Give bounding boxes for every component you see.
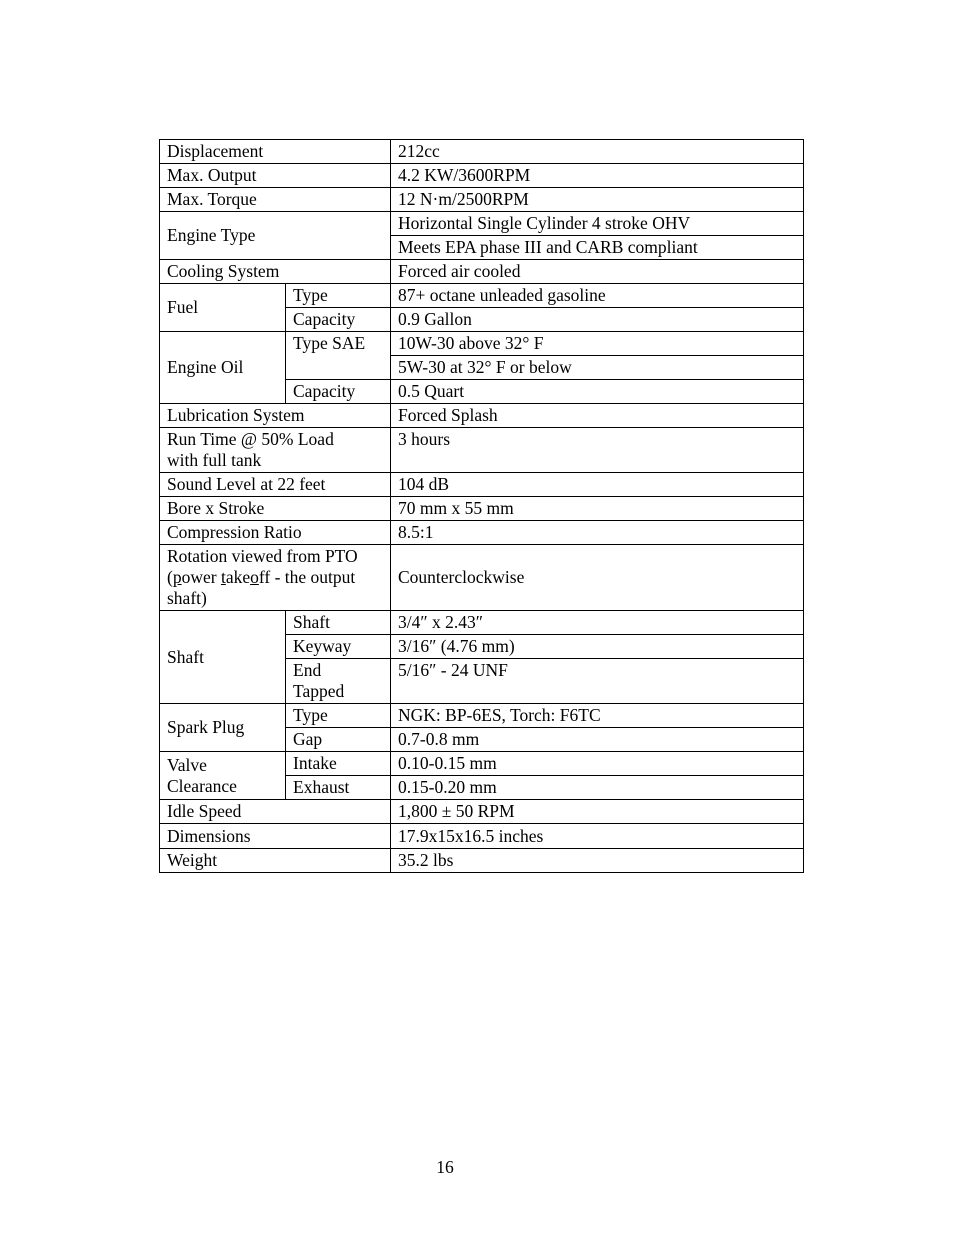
spec-label-idle-speed: Idle Speed: [160, 800, 391, 824]
spec-label-rotation-line-1: Rotation viewed from PTO: [167, 546, 358, 566]
spec-value-sound-level: 104 dB: [391, 473, 804, 497]
spec-sublabel-end-tapped-line-1: End: [293, 660, 322, 680]
spec-label-rotation-ake: ake: [225, 567, 251, 587]
spec-sublabel-oil-capacity: Capacity: [286, 380, 391, 404]
spec-value-max-torque: 12 N·m/2500RPM: [391, 188, 804, 212]
spec-value-exhaust: 0.15-0.20 mm: [391, 776, 804, 800]
spec-value-shaft: 3/4″ x 2.43″: [391, 611, 804, 635]
spec-sublabel-spark-type: Type: [286, 704, 391, 728]
table-row: [160, 752, 804, 776]
spec-value-engine-type-2: Meets EPA phase III and CARB compliant: [391, 236, 804, 260]
table-row: [160, 212, 804, 236]
table-row: [160, 404, 804, 428]
table-row: [160, 428, 804, 473]
spec-label-rotation-line-3: shaft): [167, 588, 207, 608]
engine-spec-table: [159, 139, 804, 873]
spec-sublabel-spark-gap: Gap: [286, 728, 391, 752]
spec-label-rotation-t: t: [220, 567, 226, 587]
spec-label-cooling-system: Cooling System: [160, 260, 391, 284]
spec-sublabel-fuel-capacity: Capacity: [286, 308, 391, 332]
spec-value-oil-type-2: 5W-30 at 32° F or below: [391, 356, 804, 380]
spec-sublabel-shaft: Shaft: [286, 611, 391, 635]
spec-label-run-time: [160, 428, 391, 473]
spec-sublabel-end-tapped-line-2: Tapped: [293, 681, 345, 701]
spec-value-keyway: 3/16″ (4.76 mm): [391, 635, 804, 659]
spec-label-displacement: Displacement: [160, 140, 391, 164]
page-number: 16: [436, 1157, 454, 1177]
spec-label-rotation-ff-rest: ff - the output: [258, 567, 356, 587]
spec-label-dimensions: Dimensions: [160, 824, 391, 849]
spec-label-compression-ratio: Compression Ratio: [160, 521, 391, 545]
spec-sublabel-oil-type: Type SAE: [286, 332, 391, 380]
spec-value-spark-gap: 0.7-0.8 mm: [391, 728, 804, 752]
spec-label-shaft: Shaft: [160, 611, 286, 704]
spec-label-engine-oil: Engine Oil: [160, 332, 286, 404]
spec-value-run-time: 3 hours: [391, 428, 804, 473]
spec-value-spark-type: NGK: BP-6ES, Torch: F6TC: [391, 704, 804, 728]
spec-sublabel-end-tapped: [286, 659, 391, 704]
spec-value-idle-speed: 1,800 ± 50 RPM: [391, 800, 804, 824]
spec-value-oil-type-1: 10W-30 above 32° F: [391, 332, 804, 356]
table-row: [160, 704, 804, 728]
spec-value-fuel-type: 87+ octane unleaded gasoline: [391, 284, 804, 308]
spec-value-max-output: 4.2 KW/3600RPM: [391, 164, 804, 188]
table-row: [160, 800, 804, 824]
spec-label-rotation-open-paren: (: [167, 567, 173, 587]
table-row: [160, 284, 804, 308]
spec-sublabel-exhaust: Exhaust: [286, 776, 391, 800]
spec-label-run-time-line-1: Run Time @ 50% Load: [167, 429, 334, 449]
spec-sublabel-keyway: Keyway: [286, 635, 391, 659]
table-row: [160, 164, 804, 188]
spec-label-sound-level: Sound Level at 22 feet: [160, 473, 391, 497]
spec-value-fuel-capacity: 0.9 Gallon: [391, 308, 804, 332]
table-row: [160, 521, 804, 545]
spec-label-lubrication-system: Lubrication System: [160, 404, 391, 428]
spec-label-bore-stroke: Bore x Stroke: [160, 497, 391, 521]
spec-value-compression-ratio: 8.5:1: [391, 521, 804, 545]
spec-label-rotation: [160, 545, 391, 611]
spec-value-oil-capacity: 0.5 Quart: [391, 380, 804, 404]
spec-value-engine-type-1: Horizontal Single Cylinder 4 stroke OHV: [391, 212, 804, 236]
spec-label-valve-clearance-line-2: Clearance: [167, 775, 237, 796]
spec-value-intake: 0.10-0.15 mm: [391, 752, 804, 776]
spec-value-cooling-system: Forced air cooled: [391, 260, 804, 284]
table-row: [160, 473, 804, 497]
spec-value-weight: 35.2 lbs: [391, 849, 804, 873]
spec-label-fuel: Fuel: [160, 284, 286, 332]
table-row: [160, 140, 804, 164]
spec-label-valve-clearance-line-1: Valve: [167, 754, 207, 775]
table-row: [160, 824, 804, 849]
spec-value-dimensions: 17.9x15x16.5 inches: [391, 824, 804, 849]
spec-label-max-output: Max. Output: [160, 164, 391, 188]
table-row: [160, 611, 804, 635]
spec-label-rotation-p: p: [172, 567, 182, 587]
spec-label-run-time-line-2: with full tank: [167, 450, 262, 470]
spec-label-rotation-ower: ower: [181, 567, 221, 587]
spec-sublabel-intake: Intake: [286, 752, 391, 776]
spec-label-rotation-o: o: [250, 567, 259, 587]
spec-label-valve-clearance: [160, 752, 286, 800]
spec-value-displacement: 212cc: [391, 140, 804, 164]
table-row: [160, 332, 804, 356]
spec-value-bore-stroke: 70 mm x 55 mm: [391, 497, 804, 521]
spec-label-spark-plug: Spark Plug: [160, 704, 286, 752]
spec-value-lubrication-system: Forced Splash: [391, 404, 804, 428]
spec-value-rotation: Counterclockwise: [391, 545, 804, 611]
table-row: [160, 849, 804, 873]
spec-label-weight: Weight: [160, 849, 391, 873]
table-row: [160, 188, 804, 212]
spec-label-engine-type: Engine Type: [160, 212, 391, 260]
spec-label-max-torque: Max. Torque: [160, 188, 391, 212]
table-row: [160, 260, 804, 284]
spec-value-end-tapped: 5/16″ - 24 UNF: [391, 659, 804, 704]
table-row: [160, 545, 804, 611]
table-row: [160, 497, 804, 521]
spec-sublabel-fuel-type: Type: [286, 284, 391, 308]
